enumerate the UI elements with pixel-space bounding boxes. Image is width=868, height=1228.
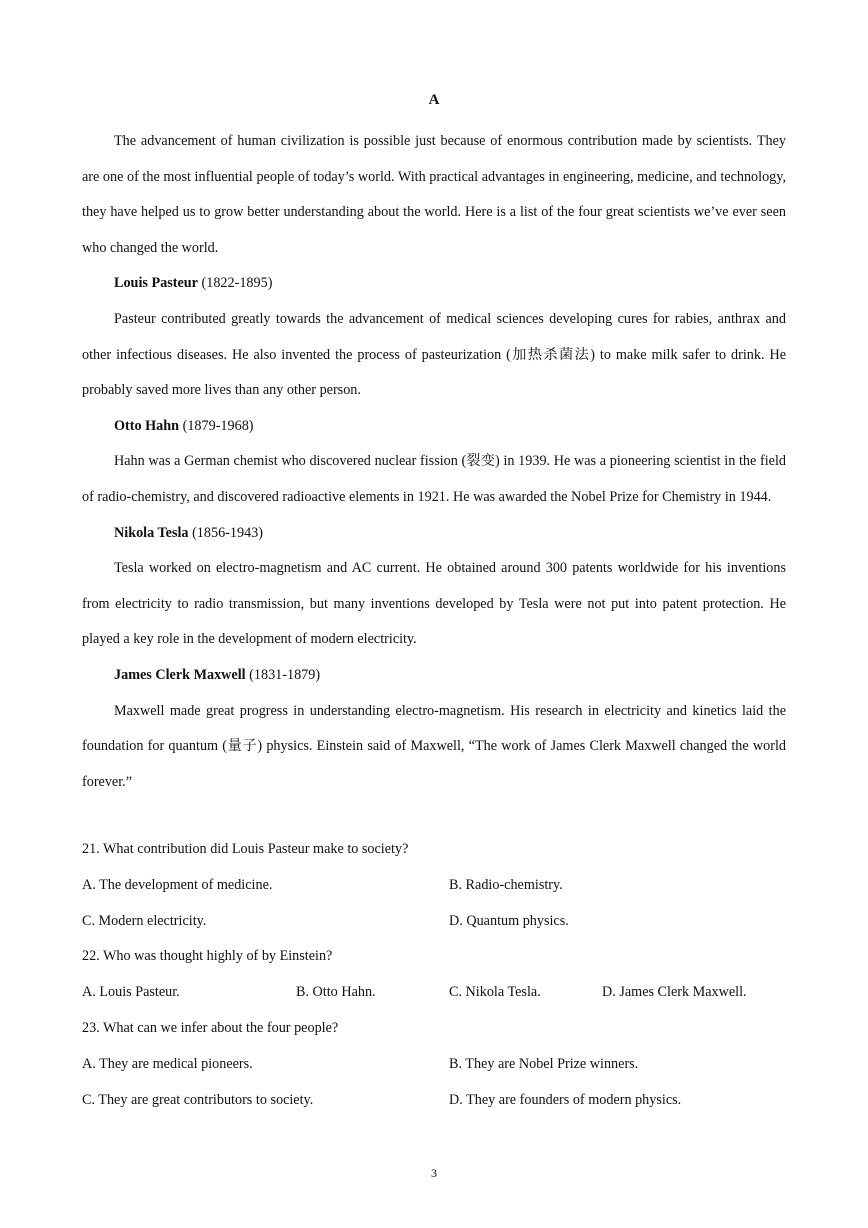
option-22-a: A. Louis Pasteur. (82, 984, 180, 1001)
scientist-heading-pasteur (82, 266, 786, 302)
question-21-stem: 21. What contribution did Louis Pasteur make to society? (82, 841, 409, 857)
page-number: 3 (431, 1166, 437, 1180)
question-21-options-row-2 (82, 904, 786, 940)
scientist-years: (1831-1879) (245, 666, 321, 683)
scientist-paragraph-hahn: Hahn was a German chemist who discovered nuclear fission (裂变) in 1939. He was a pioneering scientist in the field of radio-chemistry, and discovered radioactive elements in 1921. He was awarded the Nobel Prize for Chemistry in 1944. (82, 453, 786, 505)
scientist-name: Otto Hahn (114, 417, 180, 434)
section-heading: A (428, 92, 440, 108)
scientist-paragraph-pasteur: Pasteur contributed greatly towards the advancement of medical sciences developing cures for rabies, anthrax and other infectious diseases. He also invented the process of pasteurization (加热杀菌法) to make milk safer to drink. He probably saved more lives than any other person. (82, 310, 786, 399)
scientist-paragraph-maxwell: Maxwell made great progress in understanding electro-magnetism. His research in electricity and kinetics laid the foundation for quantum (量子) physics. Einstein said of Maxwell, “The work of James Clerk Maxwell changed the world forever.” (82, 702, 786, 790)
scientist-heading-hahn (82, 409, 786, 445)
option-22-c: C. Nikola Tesla. (449, 984, 541, 1001)
option-21-d: D. Quantum physics. (449, 912, 569, 929)
question-list (82, 832, 786, 1118)
reading-passage (82, 124, 786, 800)
question-23-stem: 23. What can we infer about the four people? (82, 1019, 339, 1036)
intro-paragraph: The advancement of human civilization is possible just because of enormous contribution made by scientists. They are one of the most influential people of today’s world. With practical advantages in engineering, medicine, and technology, they have helped us to grow better understanding about the world. Here is a list of the four great scientists we’ve ever seen who changed the world. (82, 133, 786, 256)
scientist-name: Nikola Tesla (114, 524, 189, 541)
scientist-name: Louis Pasteur (114, 275, 198, 292)
option-21-b: B. Radio-chemistry. (449, 876, 563, 893)
scientist-paragraph-tesla: Tesla worked on electro-magnetism and AC current. He obtained around 300 patents worldwide for his inventions from electricity to radio transmission, but many inventions developed by Tesla were not put into patent protection. He played a key role in the development of modern electricity. (82, 560, 786, 648)
option-23-b: B. They are Nobel Prize winners. (449, 1055, 639, 1072)
option-21-c: C. Modern electricity. (82, 912, 207, 929)
scientist-heading-maxwell (82, 658, 786, 694)
scientist-heading-tesla (82, 516, 786, 552)
question-21-options-row-1 (82, 868, 786, 904)
question-23-options-row-1 (82, 1047, 786, 1083)
question-22-options-row (82, 975, 786, 1011)
option-22-d: D. James Clerk Maxwell. (602, 984, 747, 1001)
scientist-years: (1856-1943) (188, 524, 263, 541)
scientist-years: (1879-1968) (179, 417, 254, 434)
question-22-stem: 22. Who was thought highly of by Einstein? (82, 948, 333, 965)
option-23-d: D. They are founders of modern physics. (449, 1091, 682, 1108)
option-23-c: C. They are great contributors to society. (82, 1091, 314, 1108)
option-22-b: B. Otto Hahn. (296, 984, 376, 1001)
option-21-a: A. The development of medicine. (82, 876, 273, 893)
option-23-a: A. They are medical pioneers. (82, 1055, 253, 1072)
scientist-years: (1822-1895) (197, 275, 273, 292)
question-23-options-row-2 (82, 1083, 786, 1119)
scientist-name: James Clerk Maxwell (114, 666, 246, 683)
